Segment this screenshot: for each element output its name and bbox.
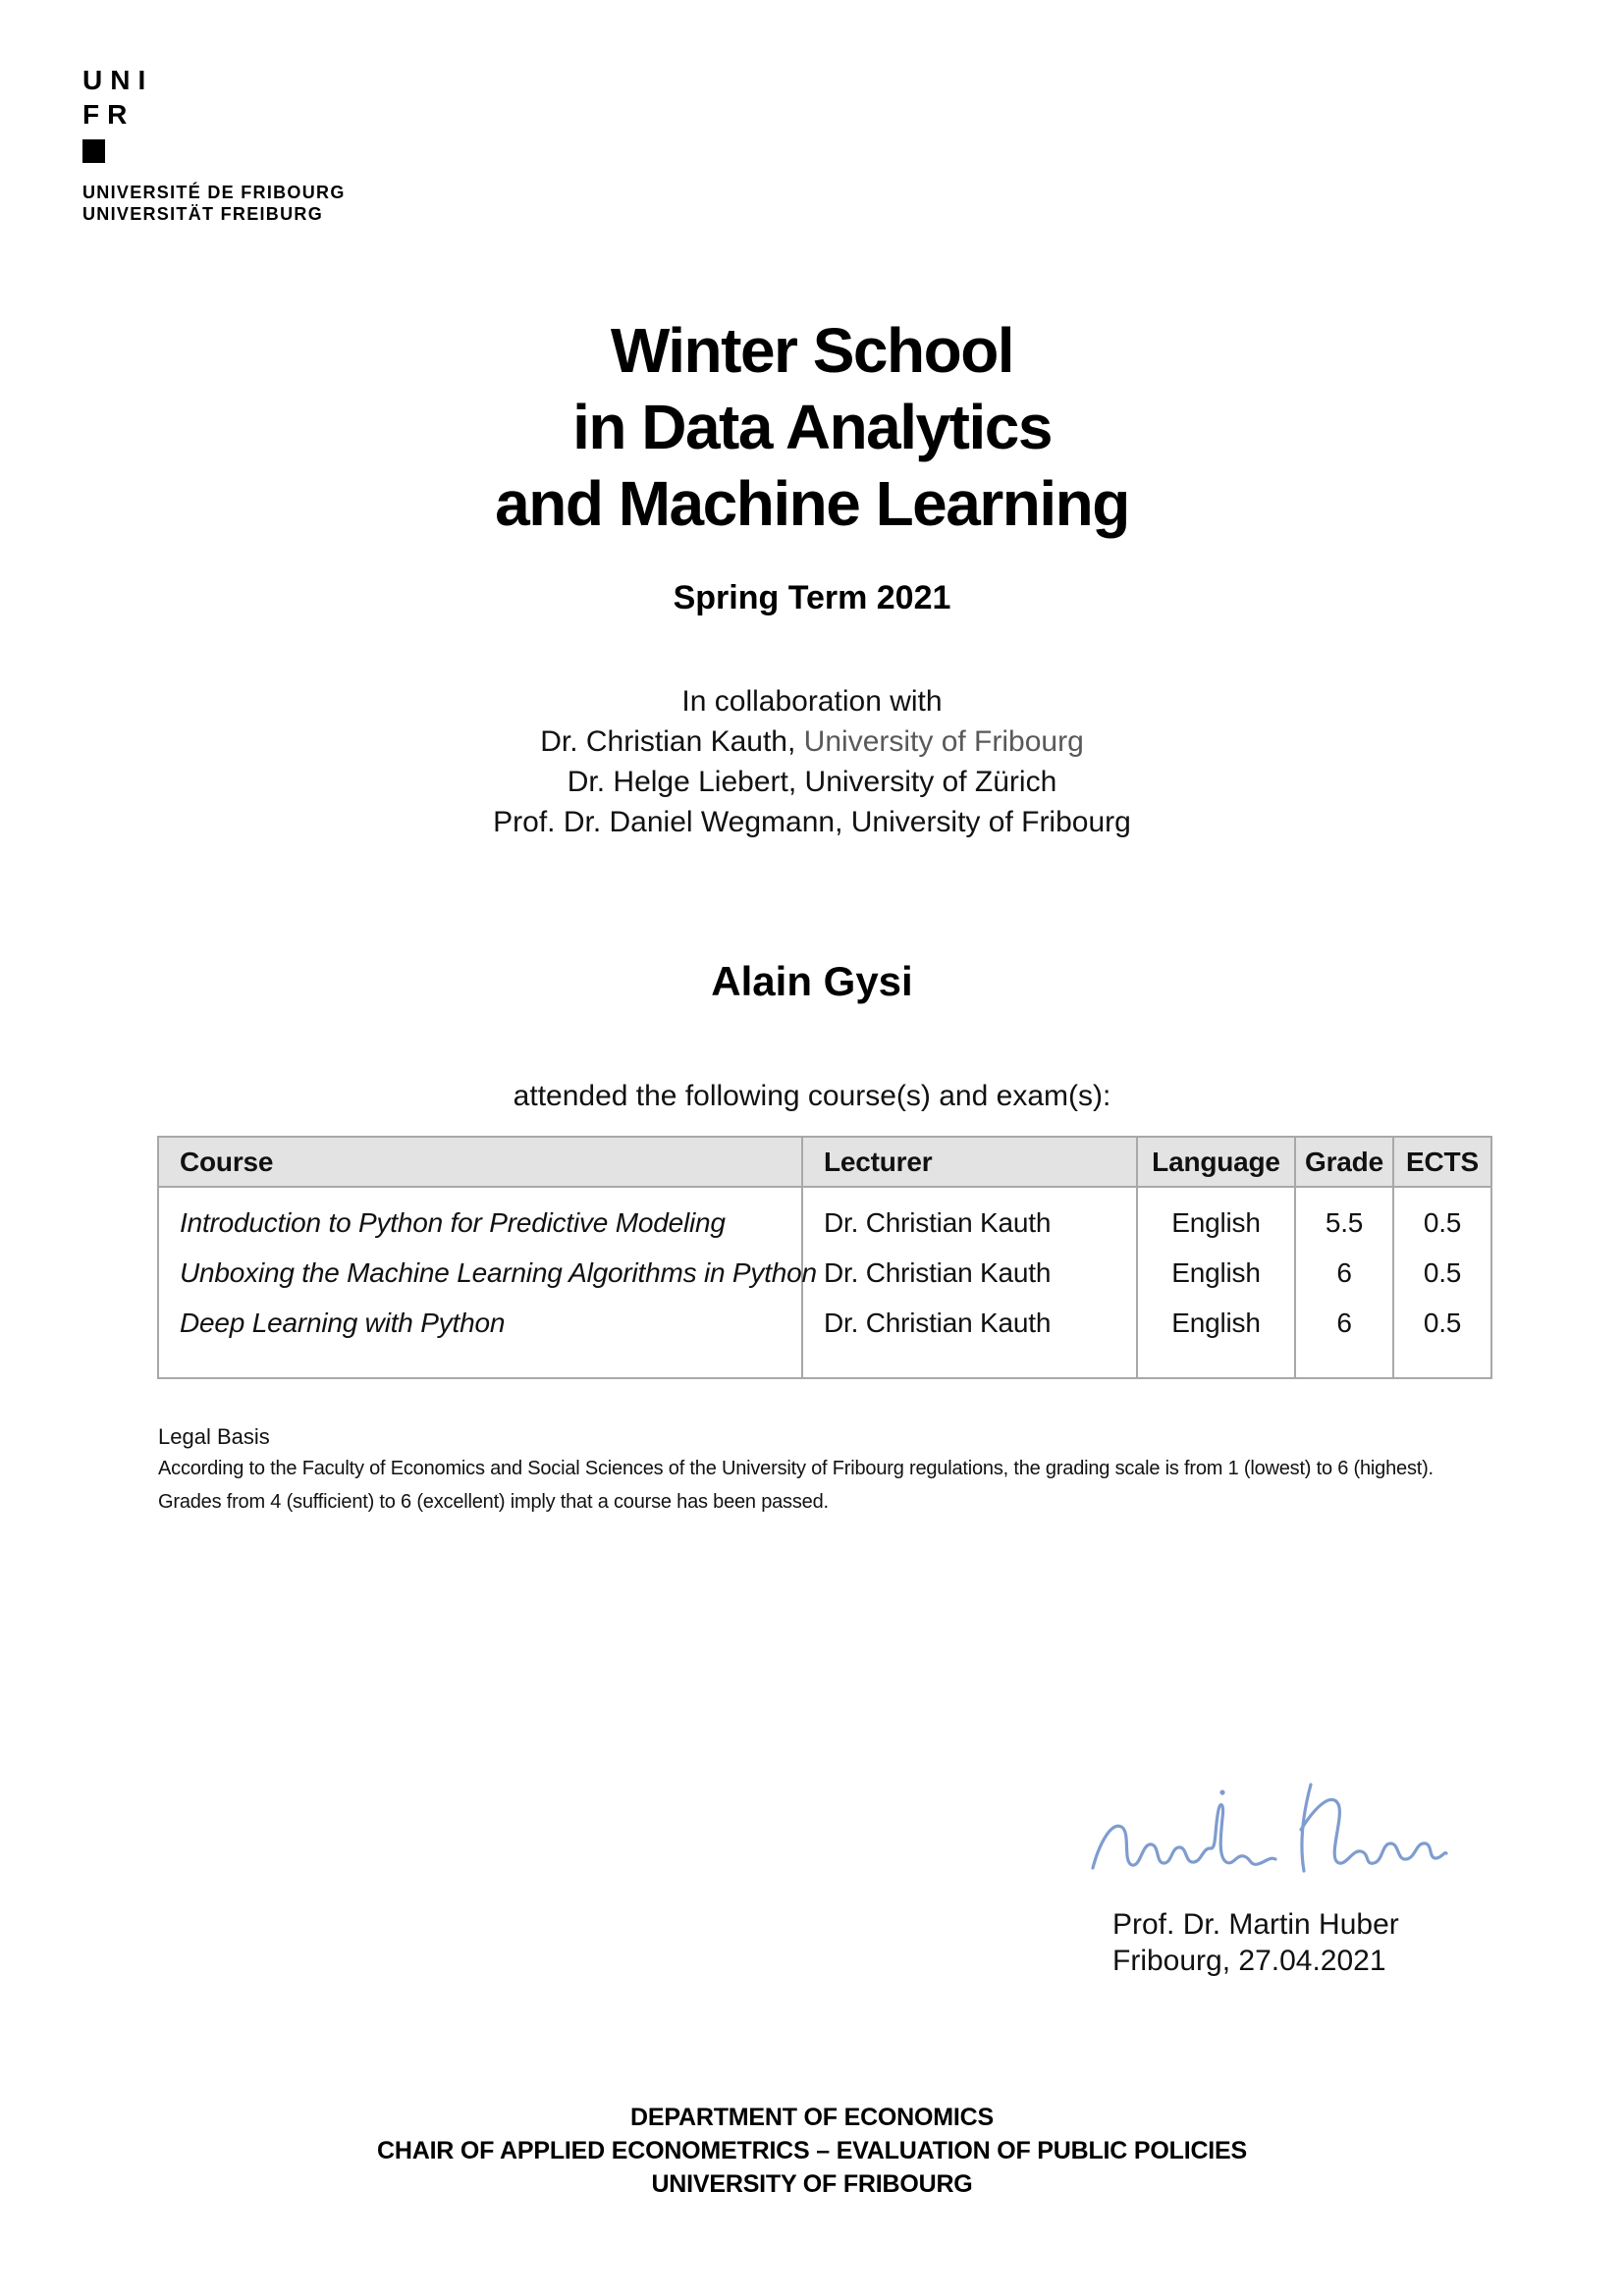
grade-cell: 6 [1295,1298,1393,1378]
table-row [158,1187,1491,1248]
table-header-row [158,1137,1491,1187]
grade-cell: 6 [1295,1248,1393,1298]
ects-cell: 0.5 [1393,1248,1491,1298]
footer-department: DEPARTMENT OF ECONOMICS [630,2104,994,2131]
collaborator-line [0,802,1624,842]
legal-basis-section [158,1422,1552,1519]
signatory-name: Prof. Dr. Martin Huber [1112,1908,1399,1941]
title-line-2: in Data Analytics [572,392,1052,462]
signatory-block [1112,1906,1399,1979]
collaborator-line [0,721,1624,762]
table-row [158,1298,1491,1378]
attended-line: attended the following course(s) and exam(s): [513,1080,1111,1112]
language-cell: English [1137,1298,1295,1378]
collaborator-name: Prof. Dr. Daniel Wegmann, [493,806,843,838]
footer-university: UNIVERSITY OF FRIBOURG [651,2170,973,2198]
signature-place-date: Fribourg, 27.04.2021 [1112,1945,1386,1977]
title-line-1: Winter School [610,315,1014,386]
language-cell: English [1137,1187,1295,1248]
column-header-language: Language [1137,1137,1295,1187]
lecturer-cell: Dr. Christian Kauth [802,1298,1137,1378]
footer-block [0,2101,1624,2201]
course-cell: Introduction to Python for Predictive Modeling [158,1187,802,1248]
ects-cell: 0.5 [1393,1187,1491,1248]
collaboration-intro: In collaboration with [681,685,943,718]
student-name: Alain Gysi [711,958,913,1004]
collaborator-line [0,762,1624,802]
column-header-lecturer: Lecturer [802,1137,1137,1187]
ects-cell: 0.5 [1393,1298,1491,1378]
collaborator-affiliation: University of Fribourg [795,725,1084,758]
logo-word-fr: FR [82,99,135,130]
legal-basis-heading: Legal Basis [158,1424,270,1449]
term-subtitle: Spring Term 2021 [673,579,951,616]
footer-chair: CHAIR OF APPLIED ECONOMETRICS – EVALUATION OF PUBLIC POLICIES [377,2137,1247,2164]
table-row [158,1248,1491,1298]
collaboration-block [0,681,1624,842]
column-header-course: Course [158,1137,802,1187]
lecturer-cell: Dr. Christian Kauth [802,1187,1137,1248]
signature-stroke-huber [1301,1785,1446,1871]
column-header-grade: Grade [1295,1137,1393,1187]
signature-stroke-martin [1093,1804,1275,1868]
language-cell: English [1137,1248,1295,1298]
university-name-fr: UNIVERSITÉ DE FRIBOURG [82,183,346,202]
collaborator-affiliation: University of Fribourg [842,806,1131,838]
title-line-3: and Machine Learning [495,468,1129,539]
collaborator-name: Dr. Helge Liebert, [567,766,797,798]
logo-square-icon [82,139,105,163]
lecturer-cell: Dr. Christian Kauth [802,1248,1137,1298]
signature-handwriting [1065,1767,1448,1885]
university-name-de: UNIVERSITÄT FREIBURG [82,204,324,224]
course-cell: Deep Learning with Python [158,1298,802,1378]
logo-word-uni: UNI [82,65,154,95]
collaborator-name: Dr. Christian Kauth, [540,725,796,758]
unifr-logo [82,63,346,225]
collaborator-affiliation: University of Zürich [796,766,1057,798]
grade-cell: 5.5 [1295,1187,1393,1248]
column-header-ects: ECTS [1393,1137,1491,1187]
legal-basis-text-1: According to the Faculty of Economics and Social Sciences of the University of Fribourg regulations, the grading scale is from 1 (lowest) to 6 (highest). [158,1458,1434,1479]
legal-basis-text-2: Grades from 4 (sufficient) to 6 (excellent) imply that a course has been passed. [158,1491,829,1513]
document-title [0,312,1624,542]
grades-table [157,1136,1492,1379]
course-cell: Unboxing the Machine Learning Algorithms in Python [158,1248,802,1298]
signature-i-dot [1219,1789,1224,1794]
